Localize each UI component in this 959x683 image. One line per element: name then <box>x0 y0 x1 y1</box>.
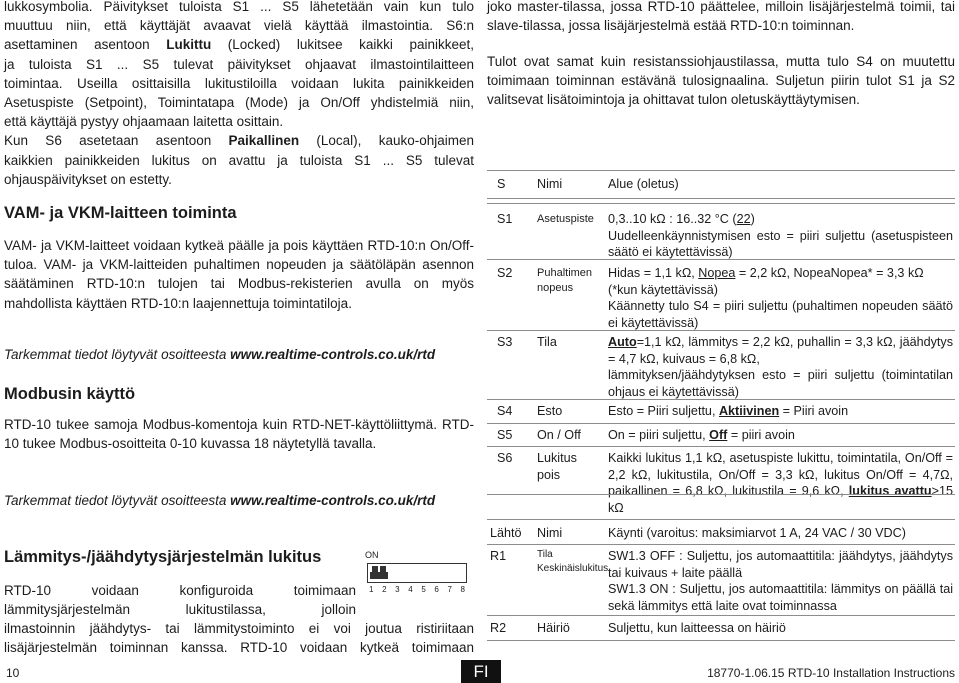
text-span: (Local), kauko-ohjaimen <box>299 133 474 149</box>
heat-line: lisäjärjestelmän toiminnan kanssa. RTD-10 voidaan kytkeä toimimaan <box>4 640 474 655</box>
text-line: lukkosymbolia. Päivitykset tuloista S1 ... S5 lähetetään vain kun tulo <box>4 0 474 14</box>
heat-heading: Lämmitys-/jäähdytysjärjestelmän lukitus <box>4 548 322 566</box>
vam-heading: VAM- ja VKM-laitteen toiminta <box>4 204 237 222</box>
language-badge: FI <box>461 660 501 683</box>
dip-number: 4 <box>408 585 413 594</box>
bold-local: Paikallinen <box>228 133 300 149</box>
text-span: ) <box>750 212 755 226</box>
cell-range <box>608 450 953 516</box>
text-span: asettaminen asentoon <box>4 37 167 53</box>
header-range: Alue (oletus) <box>608 177 679 191</box>
text-line: ohjauspäivitykset on estetty. <box>4 171 172 187</box>
cell-name: Lukitus pois <box>537 451 577 482</box>
divider <box>487 399 955 400</box>
text-span: = piiri avoin <box>727 428 795 442</box>
dip-number: 7 <box>447 585 452 594</box>
dip-number: 2 <box>382 585 387 594</box>
cell-name: Tila <box>537 335 557 349</box>
cell-s: S1 <box>497 212 513 226</box>
bold-locked: Lukittu <box>166 37 212 53</box>
text-span: Uudelleenkäynnistymisen esto = piiri suljettu (asetuspisteen säätö ei käytettävissä) <box>608 228 953 259</box>
cell-output: R2 <box>490 621 507 635</box>
more-info-link-2[interactable] <box>4 491 435 510</box>
text-span: On = piiri suljettu, <box>608 428 710 442</box>
text-line: muuttuu niin, että käyttäjät avaavat vielä käyttää ilmastointia. S6:n <box>4 18 474 34</box>
divider <box>487 519 955 520</box>
text-span: Kaikki lukitus 1,1 kΩ, asetuspiste lukittu, toimintatila, On/Off = 2,2 kΩ, lukitustila, On/Off = 3,3 kΩ, lukitus On/Off = 4,7Ω, paikallinen = 6,8 kΩ, lukitustila = 9,6 kΩ, <box>608 451 953 498</box>
cell-desc: Suljettu, kun laitteessa on häiriö <box>608 621 786 635</box>
link-prefix: Tarkemmat tiedot löytyvät osoitteesta <box>4 493 231 508</box>
link-prefix: Tarkemmat tiedot löytyvät osoitteesta <box>4 347 231 362</box>
cell-s: S2 <box>497 266 513 280</box>
default-value: Aktiivinen <box>718 404 780 418</box>
heat-line: ilmastoinnin jäähdytys- tai lämmitystoiminto ei voi joutua ristiriitaan <box>4 621 474 636</box>
header-output: Lähtö <box>490 526 522 540</box>
default-value: Nopea <box>698 266 736 280</box>
text-span: >15 kΩ <box>608 484 953 515</box>
vam-paragraph: VAM- ja VKM-laitteet voidaan kytkeä päälle ja pois käyttäen RTD-10:n On/Off-tuloa. VAM- ja VKM-laitteiden puhaltimen nopeuden ja säätöläpän asennon säätäminen RTD-10:n tulojen tai Modbus-rekisterien avulla on myös mahdollista käyttäen RTD-10:n laajennettuja toimintatiloja. <box>4 238 474 311</box>
divider <box>487 544 955 545</box>
modbus-paragraph: RTD-10 tukee samoja Modbus-komentoja kuin RTD-NET-käyttöliittymä. RTD-10 tukee Modbus-osoitteita 0-10 kuvassa 18 näytetyllä tavalla. <box>4 417 474 452</box>
divider <box>487 423 955 424</box>
default-value: Auto <box>608 335 637 349</box>
text-line: Asetuspiste (Setpoint), Toimintatapa (Mode) ja On/Off yhdistelmiä niin, <box>4 95 474 111</box>
divider <box>487 203 955 204</box>
dip-number: 1 <box>369 585 374 594</box>
header-name: Nimi <box>537 177 563 191</box>
text-line <box>4 35 474 54</box>
heat-line: lämmitysjärjestelmän lukitustilassa, jolloin <box>4 602 356 617</box>
dip-switch-diagram <box>363 550 468 598</box>
header-s: S <box>497 177 506 191</box>
default-value: lukitus avattu <box>848 484 932 498</box>
dip-number: 8 <box>460 585 465 594</box>
page-number: 10 <box>6 666 20 680</box>
text-line: toimintaa. Useilla osittaisilla lukitustiloilla voidaan lukita painikkeiden <box>4 75 474 91</box>
header-operation: Käynti (varoitus: maksimiarvot 1 A, 24 VAC / 30 VDC) <box>608 526 906 540</box>
text-span: Esto = Piiri suljettu, <box>608 404 719 418</box>
dip-body <box>367 563 467 583</box>
divider <box>487 198 955 199</box>
cell-s: S6 <box>497 451 513 465</box>
inputs-paragraph: Tulot ovat samat kuin resistanssiohjaustilassa, mutta tulo S4 on muutettu toimimaan toiminnan estävänä tulosignaalina. Suljetun piirin tulot S1 ja S2 valitsevat lisätoimintoja ja ohittavat tulon oletuskäyttäytymisen. <box>487 54 955 108</box>
cell-name: Häiriö <box>537 621 570 635</box>
text-line <box>4 131 474 150</box>
link-url[interactable]: www.realtime-controls.co.uk/rtd <box>230 493 436 508</box>
dip-number: 3 <box>395 585 400 594</box>
divider <box>487 640 955 641</box>
text-span: lämmityksen/jäähdytyksen esto = piiri suljettu (toimintatilan ohjaus ei käytettävissä) <box>608 368 953 399</box>
text-span: (*kun käytettävissä) Käännetty tulo S4 = piiri suljettu (puhaltimen nopeuden säätö ei käytettävissä) <box>608 282 953 330</box>
text-span: (Locked) lukitsee kaikki painikkeet, <box>211 37 474 53</box>
cell-name: Tila Keskinäislukitus <box>537 549 609 574</box>
header-name: Nimi <box>537 526 563 540</box>
dip-on-label: ON <box>365 550 379 560</box>
dip-number: 6 <box>434 585 439 594</box>
divider <box>487 446 955 447</box>
heat-line: RTD-10 voidaan konfiguroida toimimaan <box>4 583 356 598</box>
dip-number: 5 <box>421 585 426 594</box>
cell-s: S5 <box>497 428 513 442</box>
outputs-table <box>487 519 955 644</box>
right-top-paragraph: joko master-tilassa, jossa RTD-10 päättelee, milloin lisäjärjestelmä toimii, tai slave-tilassa, jossa lisäjärjestelmä estää RTD-10:n toiminnan. <box>487 0 955 34</box>
link-url[interactable]: www.realtime-controls.co.uk/rtd <box>230 347 436 362</box>
cell-name: Esto <box>537 404 563 418</box>
document-reference: 18770-1.06.15 RTD-10 Installation Instructions <box>707 666 955 680</box>
cell-s: S3 <box>497 335 513 349</box>
cell-range <box>608 211 953 261</box>
cell-name: Asetuspiste <box>537 213 594 225</box>
text-span: = Piiri avoin <box>779 404 849 418</box>
cell-range <box>608 265 953 331</box>
dip-switch-lower <box>370 572 388 579</box>
cell-desc: SW1.3 OFF : Suljettu, jos automaattitila: jäähdytys, jäähdytys tai kuivaus + laite päällä SW1.3 ON : Suljettu, jos automaattitila: lämmitys on päällä tai sekä lämmitys että laite ovat toiminnassa <box>608 549 953 613</box>
text-span: = 2,2 kΩ, NopeaNopea* = 3,3 kΩ <box>735 266 924 280</box>
table-header-row <box>487 176 955 194</box>
text-span: 0,3..10 kΩ : 16..32 °C ( <box>608 212 737 226</box>
cell-range <box>608 427 953 444</box>
text-line: että käyttäjä pystyy ohjaamaan laitetta osittain. <box>4 114 284 130</box>
divider <box>487 494 955 495</box>
divider <box>487 259 955 260</box>
divider <box>487 615 955 616</box>
default-value: 22 <box>736 212 751 226</box>
text-span: Kun S6 asetetaan asentoon <box>4 133 229 149</box>
divider <box>487 330 955 331</box>
text-line: ja tuloista S1 ... S5 tulevat päivitykset ohjaavat ilmastointilaitteen <box>4 56 474 72</box>
cell-range <box>608 403 953 420</box>
text-line: kaikkien painikkeiden lukitus on avattu ja tuloista S1 ... S5 tulevat <box>4 152 474 168</box>
cell-name: On / Off <box>537 428 581 442</box>
divider <box>487 170 955 171</box>
inputs-table <box>487 170 955 515</box>
text-span: =1,1 kΩ, lämmitys = 2,2 kΩ, puhallin = 3,3 kΩ, jäähdytys = 4,7 kΩ, kuivaus = 6,8 kΩ, <box>608 335 953 366</box>
default-value: Off <box>709 428 728 442</box>
more-info-link-1[interactable] <box>4 345 435 364</box>
dip-numbers <box>369 585 465 594</box>
cell-output: R1 <box>490 549 507 563</box>
cell-name: Puhaltimen nopeus <box>537 267 593 294</box>
intro-paragraph <box>4 0 474 189</box>
cell-s: S4 <box>497 404 513 418</box>
modbus-heading: Modbusin käyttö <box>4 385 136 403</box>
text-span: Hidas = 1,1 kΩ, <box>608 266 699 280</box>
cell-range <box>608 334 953 400</box>
